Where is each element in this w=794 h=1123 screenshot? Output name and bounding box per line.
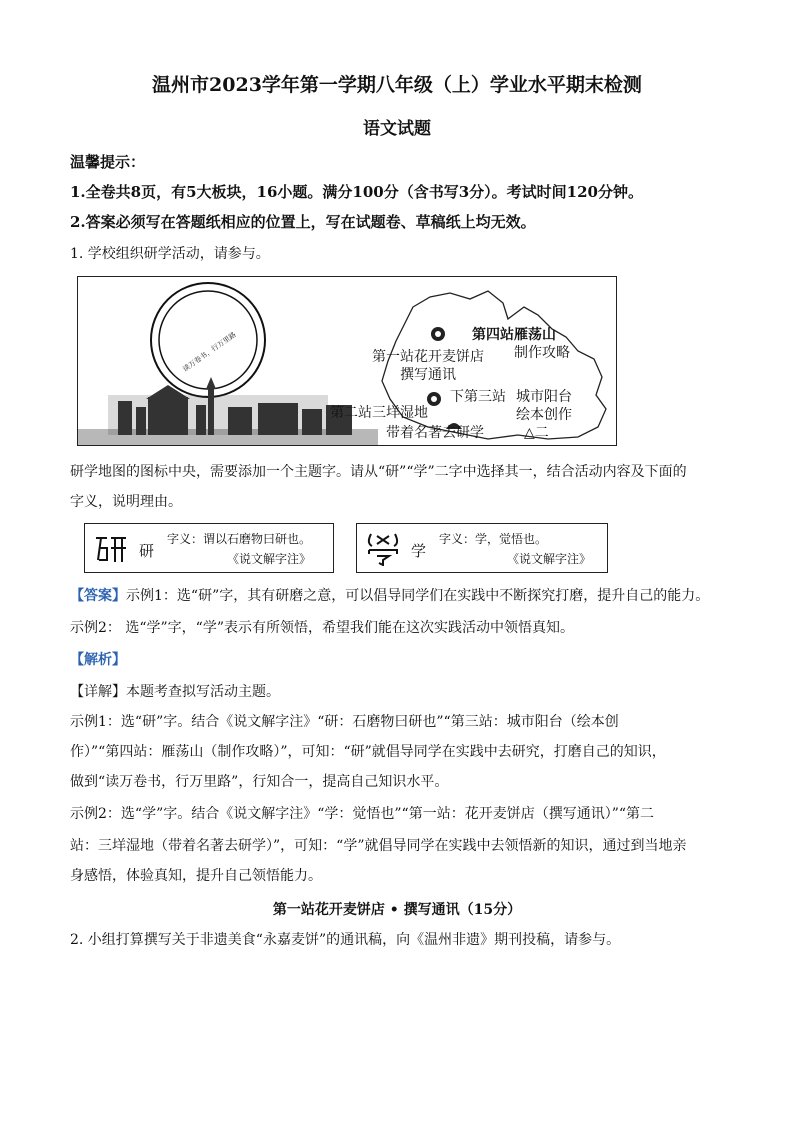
analysis-tag: 【解析】 [70,652,126,668]
answer-line-2: 示例2： 选“学”字，“学”表示有所领悟，希望我们能在这次实践活动中领悟真知。 [70,620,574,636]
question-2-stem: 2. 小组打算撰写关于非遗美食“永嘉麦饼”的通讯稿，向《温州非遗》期刊投稿，请参与。 [70,932,621,948]
example-1-line-1: 示例1：选“研”字。结合《说文解字注》“研：石磨物曰研也”“第三站：城市阳台（绘本创 [70,714,619,730]
dict-box-yan [84,523,334,573]
station-4-name: 第四站雁荡山 [472,327,556,343]
pin-station-3 [427,392,441,406]
example-2-line-1: 示例2：选“学”字。结合《说文解字注》“学：觉悟也”“第一站：花开麦饼店（撰写通讯）”“第二 [70,806,655,822]
detail-intro: 本题考查拟写活动主题。 [126,684,280,700]
dict-def-xue: 字义：学，觉悟也。 [439,532,548,546]
section-title: 第一站花开麦饼店 • 撰写通讯（15分） [272,902,522,918]
answer-line-1 [70,586,709,606]
dict-box-xue [356,523,608,573]
pin-station-4 [431,327,445,341]
notice-label: 温馨提示： [70,153,146,171]
example-2-line-3: 身感悟，体验真知，提升自己领悟能力。 [70,868,322,884]
notice-item-2: 2.答案必须写在答题纸相应的位置上，写在试题卷、草稿纸上均无效。 [70,213,536,231]
seal-xue-icon [365,530,401,566]
exam-subtitle: 语文试题 [363,119,431,139]
question-1-prompt-line-1: 研学地图的图标中央，需要添加一个主题字。请从“研”“学”二字中选择其一，结合活动内容及下面的 [70,464,687,480]
example-2-line-2: 站：三垟湿地（带着名著去研学）”，可知：“学”就倡导同学在实践中去领悟新的知识，通过到当地亲 [70,838,687,854]
emblem-seal-text: 读万卷书，行万里路 [181,330,238,374]
study-tour-map [77,276,617,446]
question-1-stem: 1. 学校组织研学活动，请参与。 [70,246,270,262]
example-1-line-3: 做到“读万卷书，行万里路”，行知合一，提高自己知识水平。 [70,774,449,790]
station-2-task: 带着名著去研学 [386,425,484,441]
dict-source-yan: 《说文解字注》 [227,552,312,566]
exam-title: 温州市2023学年第一学期八年级（上）学业水平期末检测 [152,74,642,96]
station-3-task-b: 绘本创作 [516,407,572,423]
station-3-name: 第三站 [464,389,506,405]
emblem-inner-ring [159,291,257,389]
seal-yan-icon [93,530,129,566]
station-4-task: 制作攻略 [514,345,570,361]
map-mark: △二 [524,425,549,441]
example-1-line-2: 作）”“第四站：雁荡山（制作攻略）”，可知：“研”就倡导同学在实践中去研究，打磨自己的知识， [70,744,666,760]
answer-text-1: 示例1：选“研”字，其有研磨之意，可以倡导同学们在实践中不断探究打磨，提升自己的能力。 [126,588,710,604]
station-3-task-a: 城市阳台 [516,389,572,405]
detail-tag: 【详解】 [70,684,126,700]
notice-item-1: 1.全卷共8页，有5大板块，16小题。满分100分（含书写3分）。考试时间120分钟。 [70,183,643,201]
emblem-outer-ring [151,283,265,397]
question-1-prompt-line-2: 字义，说明理由。 [70,494,182,510]
station-3-prefix: 下 [450,389,464,405]
dict-def-yan: 字义：谓以石磨物曰研也。 [167,532,312,546]
dict-source-xue: 《说文解字注》 [507,552,592,566]
dict-char-yan: 研 [139,542,155,560]
station-1-task: 撰写通讯 [400,367,456,383]
station-1-name: 第一站花开麦饼店 [372,349,484,365]
station-2-name: 第二站三垟湿地 [330,405,428,421]
dict-char-xue: 学 [411,542,427,560]
answer-tag: 【答案】 [70,588,126,604]
detail-line [70,682,280,702]
